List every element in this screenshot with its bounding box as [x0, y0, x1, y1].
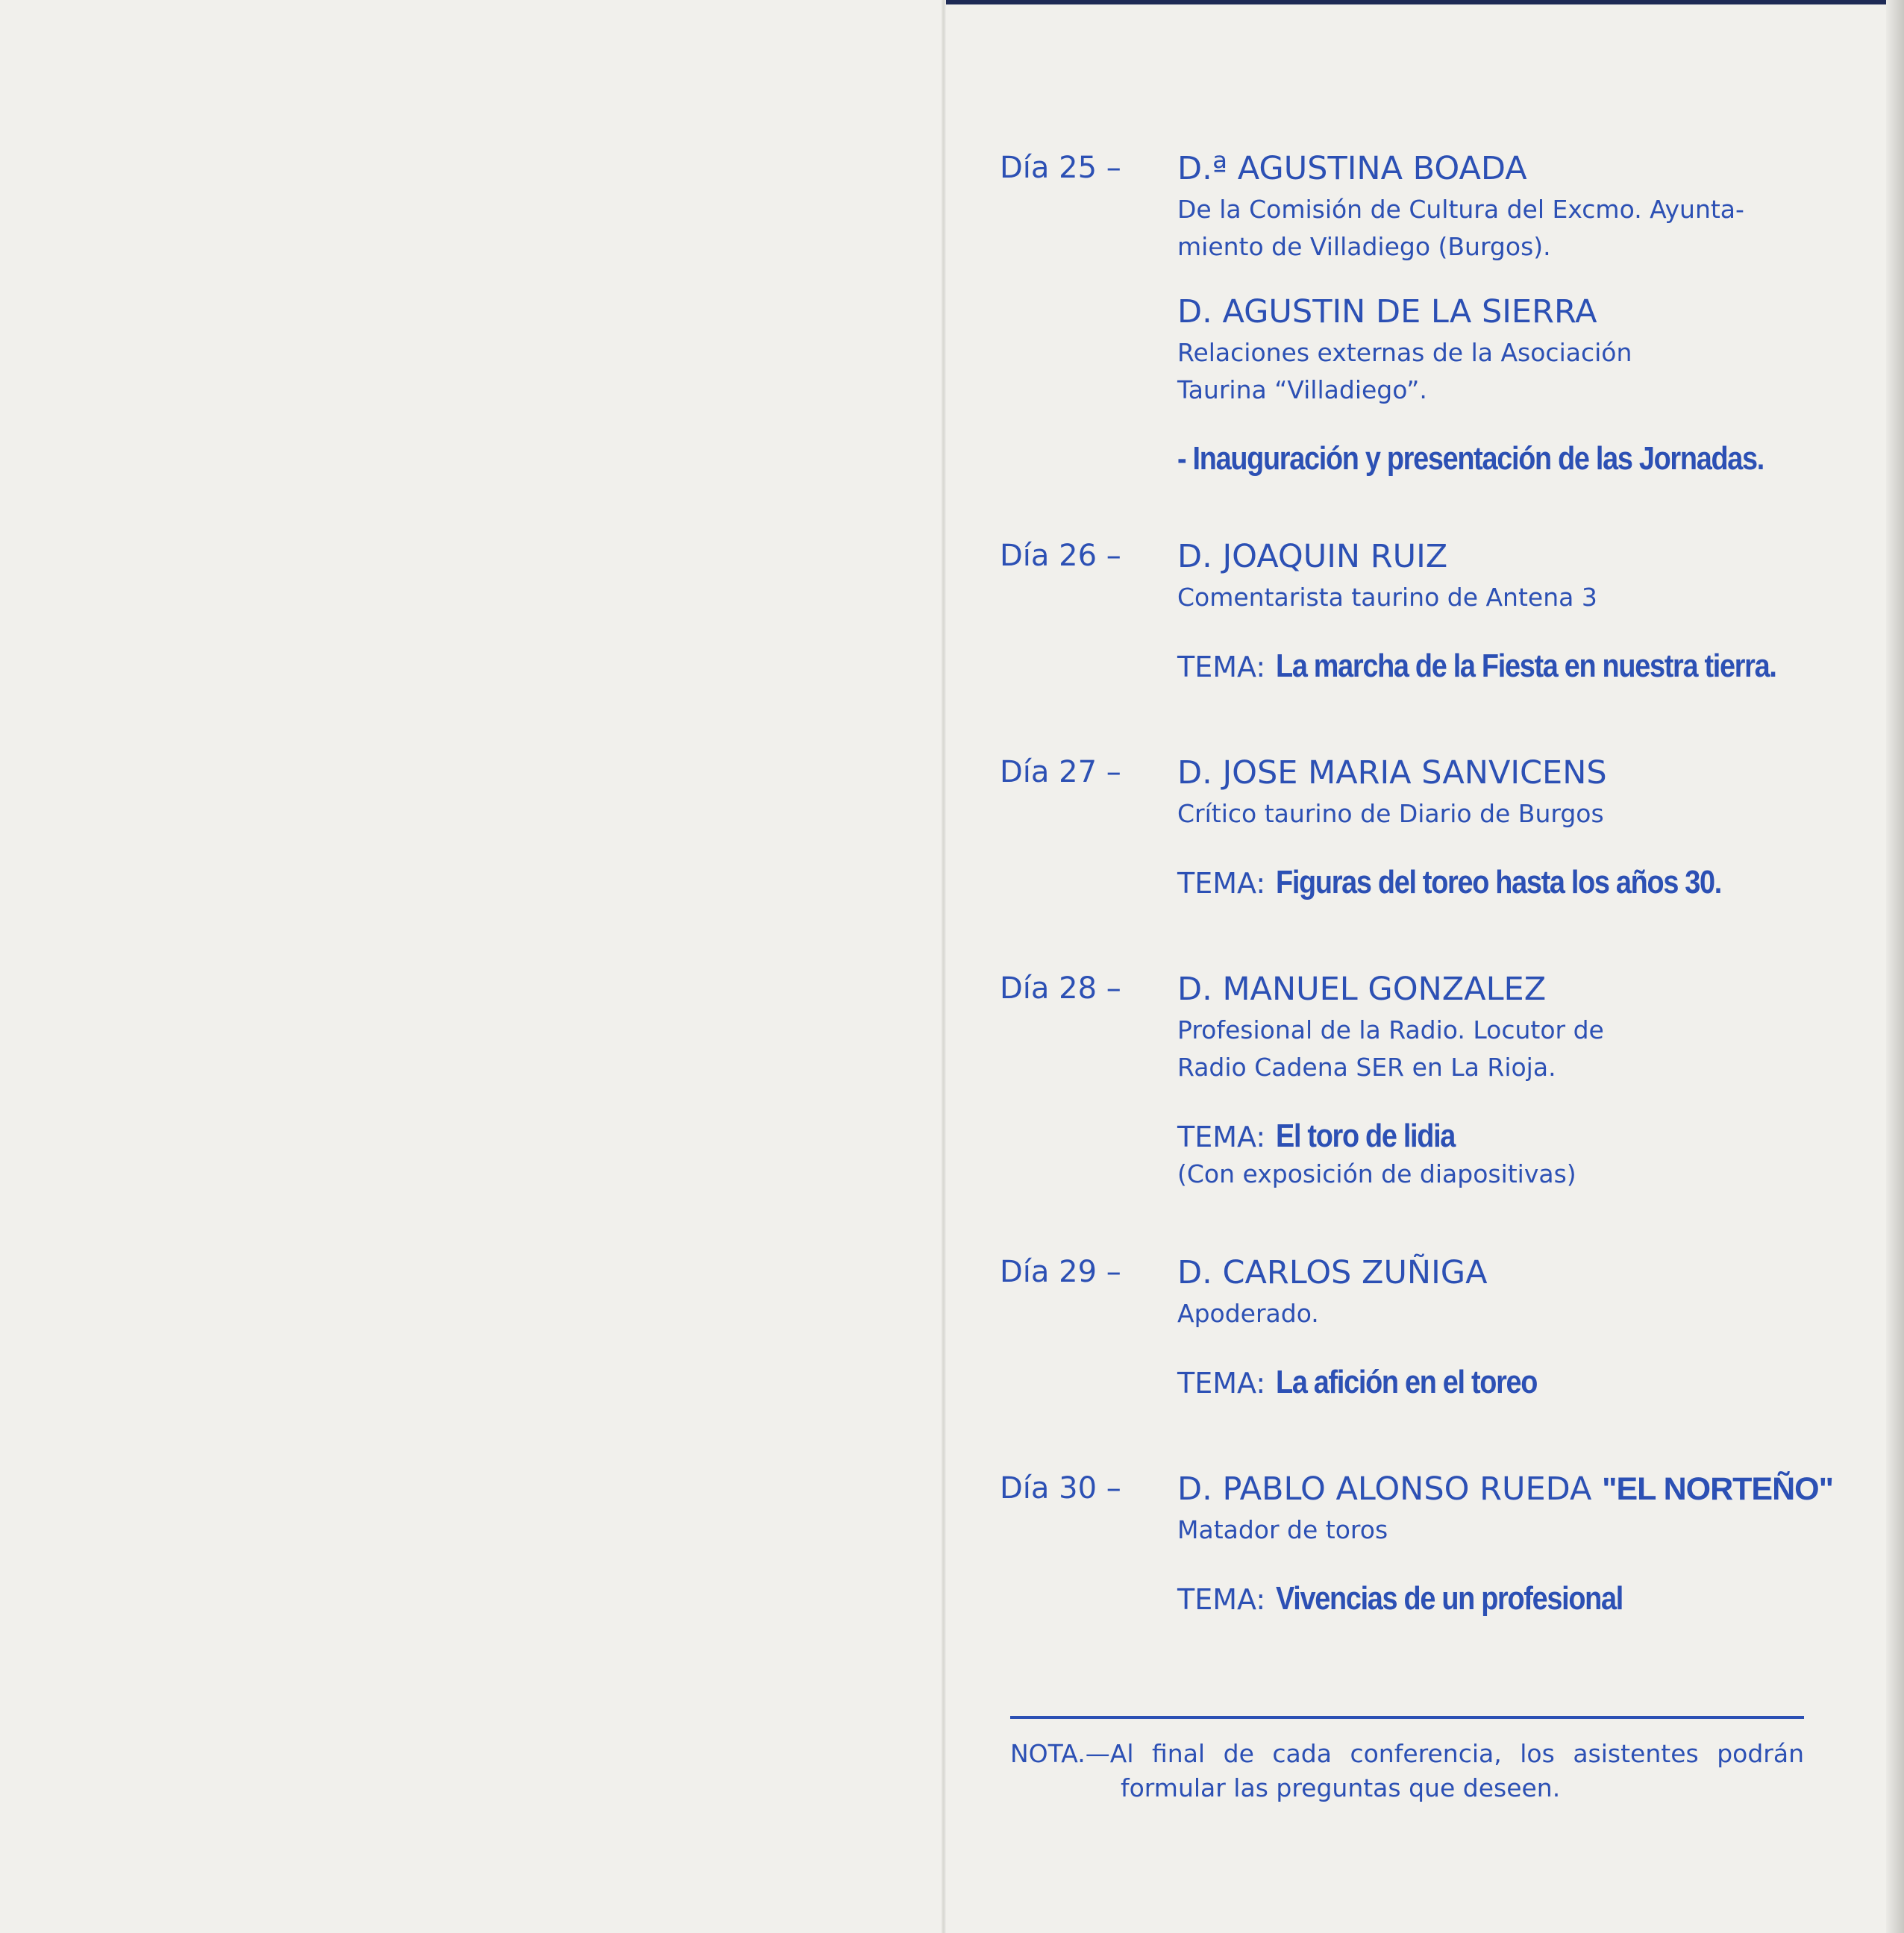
speaker-description — [1177, 1511, 1835, 1549]
description-line: Relaciones externas de la Asociación — [1177, 338, 1632, 367]
entry-body — [1177, 1470, 1835, 1620]
page-edge-shadow — [1886, 0, 1904, 1933]
day-label: Día 25 – — [1000, 151, 1121, 185]
speaker-description — [1177, 191, 1835, 266]
talk-topic — [1177, 646, 1835, 687]
program-entry-day-27 — [1000, 754, 1835, 970]
day-label: Día 30 – — [1000, 1471, 1121, 1506]
separator-rule — [1010, 1716, 1804, 1719]
speaker-name: D. JOAQUIN RUIZ — [1177, 538, 1448, 575]
talk-topic — [1177, 1579, 1835, 1620]
speaker-description — [1177, 579, 1835, 616]
description-line: Radio Cadena SER en La Rioja. — [1177, 1053, 1556, 1082]
topic-title: Vivencias de un profesional — [1276, 1580, 1623, 1617]
speaker-name: D. CARLOS ZUÑIGA — [1177, 1254, 1488, 1291]
talk-topic — [1177, 1116, 1835, 1157]
topic-title: La marcha de la Fiesta en nuestra tierra. — [1276, 648, 1776, 684]
program-entry-day-30 — [1000, 1470, 1835, 1686]
talk-topic — [1177, 1362, 1835, 1403]
topic-title: Figuras del toreo hasta los años 30. — [1276, 864, 1722, 900]
program-entry-day-26 — [1000, 537, 1835, 754]
inauguration-line — [1177, 439, 1835, 479]
program-entry-day-29 — [1000, 1253, 1835, 1470]
description-line: Apoderado. — [1177, 1299, 1319, 1328]
speaker-description — [1177, 1295, 1835, 1332]
speaker-name: D. AGUSTIN DE LA SIERRA — [1177, 293, 1597, 330]
speaker-name: D. MANUEL GONZALEZ — [1177, 971, 1547, 1008]
talk-topic — [1177, 862, 1835, 903]
speaker-name-text: D. PABLO ALONSO RUEDA — [1177, 1470, 1592, 1508]
speaker-name: D.ª AGUSTINA BOADA — [1177, 150, 1527, 187]
entry-body — [1177, 970, 1835, 1191]
speaker-description — [1177, 795, 1835, 833]
entry-body — [1177, 754, 1835, 903]
topic-label: TEMA: — [1177, 1121, 1266, 1153]
topic-title: El toro de lidia — [1276, 1118, 1456, 1154]
description-line: Matador de toros — [1177, 1515, 1388, 1544]
second-speaker — [1177, 292, 1835, 409]
description-line: Crítico taurino de Diario de Burgos — [1177, 799, 1604, 828]
topic-label: TEMA: — [1177, 651, 1266, 683]
program-entry-day-25 — [1000, 149, 1835, 537]
entry-body — [1177, 1253, 1835, 1403]
footnote — [1010, 1737, 1804, 1805]
speaker-nickname: "EL NORTEÑO" — [1602, 1471, 1834, 1507]
program-entry-day-28 — [1000, 970, 1835, 1253]
speaker-description — [1177, 334, 1835, 409]
description-line: miento de Villadiego (Burgos). — [1177, 232, 1551, 261]
day-label: Día 29 – — [1000, 1255, 1121, 1289]
footnote-line: formular las preguntas que deseen. — [1121, 1773, 1561, 1802]
page-fold — [942, 0, 946, 1933]
inauguration-text: - Inauguración y presentación de las Jornadas. — [1177, 440, 1764, 477]
day-label: Día 27 – — [1000, 755, 1121, 789]
day-label: Día 26 – — [1000, 539, 1121, 573]
description-line: De la Comisión de Cultura del Excmo. Ayunta- — [1177, 195, 1744, 224]
description-line: Profesional de la Radio. Locutor de — [1177, 1015, 1604, 1044]
entry-body — [1177, 149, 1835, 479]
footnote-line: NOTA.—Al final de cada conferencia, los asistentes podrán — [1010, 1739, 1804, 1768]
program-page — [1000, 149, 1835, 1686]
scan-top-edge — [946, 0, 1886, 4]
topic-label: TEMA: — [1177, 1367, 1266, 1400]
speaker-name — [1177, 1470, 1835, 1509]
description-line: Taurina “Villadiego”. — [1177, 375, 1427, 404]
topic-title: La afición en el toreo — [1276, 1364, 1538, 1400]
topic-label: TEMA: — [1177, 1583, 1266, 1616]
topic-label: TEMA: — [1177, 867, 1266, 900]
day-label: Día 28 – — [1000, 971, 1121, 1006]
speaker-name: D. JOSE MARIA SANVICENS — [1177, 754, 1607, 792]
speaker-description — [1177, 1012, 1835, 1086]
topic-note: (Con exposición de diapositivas) — [1177, 1159, 1576, 1188]
description-line: Comentarista taurino de Antena 3 — [1177, 583, 1597, 612]
entry-body — [1177, 537, 1835, 687]
